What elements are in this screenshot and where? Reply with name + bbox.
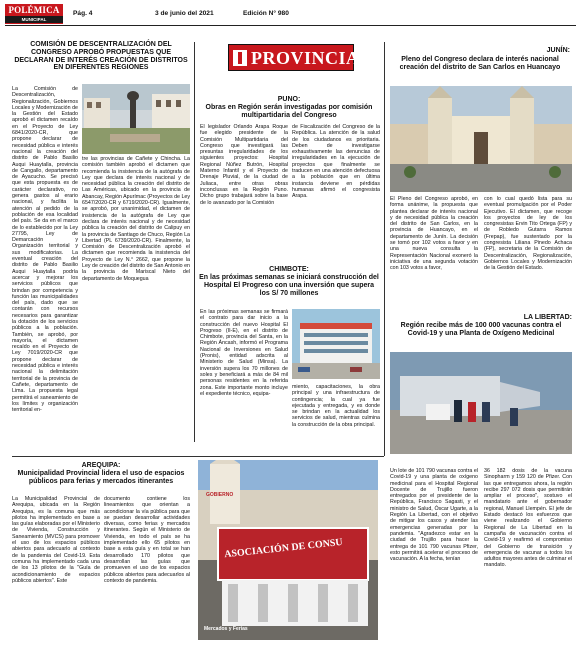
photo-vaccine-delivery [390,352,572,454]
kicker-arequipa: AREQUIPA: [81,462,121,469]
headline-comision: COMISIÓN DE DESCENTRALIZACIÓN DEL CONGRESO APROBÓ PROPUESTAS QUE DECLARAN DE INTERÉS CREACIÓN DE DISTRITOS EN DIFERENTES REGIONES [14,41,188,72]
section-label: PROVINCIAS [251,48,371,68]
kicker-puno: PUNO: [277,96,301,103]
headline-arequipa: Municipalidad Provincial lidera el uso de espacios públicos para ferias y mercados itinerantes [17,470,185,485]
photo-hospital-rendering [292,309,380,379]
photo-huancayo-cathedral [390,86,572,192]
kicker-chimbote: CHIMBOTE: [269,266,309,273]
section-icon [233,50,247,66]
libertad-text-col1: Un lote de 101 790 vacunas contra el Covid-19 y una planta de oxígeno medicinal para el Hospital Regional Docente de Trujillo fueron entregados por el presidente de la República, Francisco Sagasti, y el ministro de Salud, Óscar Ugarte, a la Región La Libertad, con el objetivo de mitigar los casos y atender las emergencias generadas por la pandemia. "Agradezco estar en la ciudad de Trujillo para hacer la entrega de 101 790 vacunas Pfizer, esto permitirá acelerar el proceso de vacunación. A la fecha, tenían [390,468,478,563]
puno-text-col1: El legislador Orlando Arapa Roque fue elegido presidente de la Comisión Multipartidaria del Congreso que investigará las presuntas irregularidades de los siguientes proyectos: Hospital Regional Núñez Butrón, Hospital Materno Infantil y el Proyecto de Drenaje Pluvial, de la ciudad de Juliaca, entre otras obras inconclusas en la Región Puno. Dicho grupo trabajará sobre la base de lo avanzado por la Comisión [200,124,288,206]
section-divider [12,456,384,457]
junin-text-col2: con lo cual quedó lista para su eventual promulgación por el Poder Ejecutivo. El dictamen, que recoge los proyectos de ley de los congresistas Ervin Tito Ortega (FP) y de Robledo Gutarra Ramos (Frepap), fue sustentado por la congresista Liliana Pinedo Achaca (FP), secretaria de la Comisión de Descentralización, Regionalización, Gobiernos Locales y Modernización de la Gestión del Estado. [484,196,572,272]
puno-text-col2: de Fiscalización del Congreso de la República. La atención de la salud de los ciudadanos es prioritaria. Deben de investigarse exhaustivamente las denuncias de irregularidades en la ejecución de proyectos que finalmente se traducen en una atención defectuosa a la población que en última instancia deviene en pérdidas humanas afirmó el congresista Arapa. [292,124,380,200]
kicker-junin: JUNÍN: [546,47,570,54]
cathedral-illustration [390,86,572,192]
libertad-text-col2: 36 182 dosis de la vacuna Sinopharm y 159 120 de Pfizer. Con las que entregamos ahora, la región recibe 297 072 dosis que permitirán ampliar el proceso", sostuvo el mandatario ante el gobernador regional, Manuel Llempén. El jefe de Estado destacó los esfuerzos que viene realizando el Gobierno Regional de La Libertad en la campaña de vacunación contra el Covid-19 y reafirmó el compromiso del Gobierno de transición y emergencia de vacunar a todos los adultos mayores antes de culminar el mandato. [484,468,572,569]
photo-plaza [82,84,190,154]
page-number: Pág. 4 [73,10,93,17]
comision-text-col1: La Comisión de Descentralización, Regionalización, Gobiernos Locales y Modernización de la Gestión del Estado aprobó el dictamen recaído en el Proyecto de Ley 6841/2020-CR, que propone declarar de necesidad pública e interés nacional la creación del distrito de Pablo Basilio Auqui Huaytalla, provincia de Cangallo, departamento de Ayacucho. Se precisó que esta propuesta es de carácter declarativo, no genera gastos al erario nacional, y facilita la atención al pedido de la población de esa localidad del país. Se da en el marco de lo establecido por la Ley 27795, Ley de Demarcación y Organización territorial y sus modificatorias. La eventual creación del distrito de Pablo Basilio Auqui Huaytalla podría acercar y mejorar los servicios públicos que brindan por competencia y función las municipalidades del país, dado que se contarán con recursos necesarios para garantizar la dotación de los servicios públicos a la población. También, se aprobó, por mayoría, el dictamen recaído en el Proyecto de Ley 7019/2020-CR que propone declarar de necesidad pública e interés nacional la delimitación territorial de la provincia de Cañete, departamento de Lima. La propuesta legal permitirá el saneamiento de los límites y organización territorial en- [12,86,78,414]
hospital-illustration [292,309,380,379]
logo-subtitle: MUNICIPAL [5,16,63,23]
market-government-tag: GOBIERNO [206,492,234,498]
junin-text-col1: El Pleno del Congreso aprobó, en forma unánime, la propuesta que plantea declarar de interés nacional y de necesidad pública la creación del distrito de San Carlos, en la provincia de Huancayo, en el departamento de Junín. La decisión se tomó por 102 votos a favor y en una nueva consulta la Representación Nacional exoneró la iniciativa de una segunda votación con 103 votos a favor, [390,196,478,272]
comision-text-col2: tre las provincias de Cañete y Chincha. La comisión también aprobó el dictamen que recomienda la insistencia de la autógrafa de Ley que declara de interés nacional y de necesidad pública la creación del distrito de Las Américas, ubicado en la provincia de Abancay, Región Apurímac (Proyectos de Ley 6547/2020-CR y 6719/2020-CR). Igualmente, se aprobó, por unanimidad, el dictamen de insistencia de la autógrafa de Ley que declara de interés nacional y de necesidad pública la creación del distrito de Calipuy en la provincia de Santiago de Chuco, Región La Libertad (PL 6739/2020-CR). Finalmente, la Comisión de Descentralización aprobó el dictamen que recomienda la insistencia del Proyecto de Ley N.° 2662, que propone la Ley de creación del distrito de San Antonio en la provincia de Mariscal Nieto del departamento de Moquegua [82,156,190,282]
kicker-la-libertad: LA LIBERTAD: [523,314,572,321]
arequipa-text-col1: La Municipalidad Provincial de Arequipa, ubicada en la Región Arequipa, es la comuna que más pilotos ha implementado en base a las guías elaboradas por el Ministerio de Vivienda, Construcción y Saneamiento (MVCS) para promover el uso de los espacios públicos abiertos para adecuarlo al contexto de la pandemia del Covid-19. Esta comuna ha implementado cada una de los 13 pilotos de la "Guía de acondicionamiento de espacios públicos abiertos". Este [12,496,100,584]
plaza-illustration [82,84,190,154]
column-divider [194,42,195,442]
headline-la-libertad: Región recibe más de 100 000 vacunas contra el Covid-19 y una Planta de Oxígeno Medicinal [400,322,562,337]
market-banner-text: ASOCIACIÓN DE CONSU [223,536,344,561]
headline-junin: Pleno del Congreso declara de interés nacional creación del distrito de San Carlos en Huancayo [399,56,561,71]
masthead [5,4,576,26]
headline-chimbote: En las próximas semanas se iniciará construcción del Hospital El Progreso con una inversión que supera los S/ 70 millones [199,274,379,297]
issue-date: 3 de junio del 2021 [155,10,214,17]
photo-arequipa-market [198,460,378,640]
section-banner [228,44,371,71]
logo-title: POLÉMICA [8,5,60,15]
market-truck-caption: Mercados y Ferias [204,626,248,632]
headline-puno: Obras en Región serán investigadas por comisión multipartidaria del Congreso [205,104,373,119]
chimbote-text-col1: En las próximas semanas se firmará el contrato para dar inicio a la construcción del nuevo Hospital El Progreso (II-E), en el distrito de Chimbote, provincia del Santa, en la Región Áncash, informó el Programa Nacional de Inversiones en Salud (Pronis), entidad adscrita al Ministerio de Salud (Minsa). La inversión supera los 70 millones de soles y beneficiará a más de 84 mil personas residentes en la referida zona. Este importante monto incluye el expediente técnico, equipa- [200,309,288,397]
chimbote-text-col2: miento, capacitaciones, la obra principal y una infraestructura de contingencia; la cual ya fue ejecutada y entregada, y es donde se brindan en la actualidad los servicios de salud, mientras culmina la construcción de la obra principal. [292,384,380,428]
vaccine-delivery-illustration [390,352,572,454]
edition-number: Edición N° 980 [243,10,289,17]
newspaper-logo[interactable] [5,4,63,24]
column-divider [384,42,385,456]
arequipa-text-col2: documento contiene los lineamientos que orientan a acondicionar la vía pública para que se puedan desarrollar actividades diversas, como ferias y mercados itinerantes. Según el Ministerio de Vivienda, en todo el país se ha implementado ello 65 pilotos en base a esta guía y en total se han desarrollado 170 pilotos que desarrollan las guías que promueven el uso de los espacios públicos abiertos para adecuarlos al contexto de pandemia. [104,496,190,584]
